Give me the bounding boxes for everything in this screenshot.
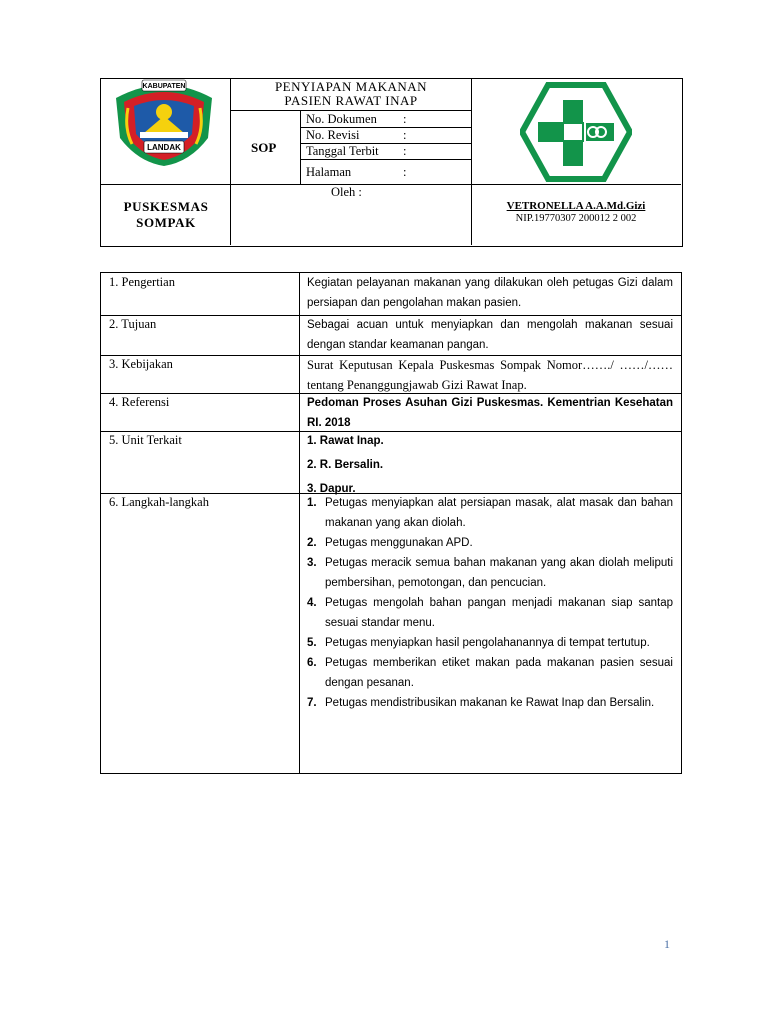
- list-item: 3. Dapur.: [307, 483, 356, 495]
- signer-nip: NIP.19770307 200012 2 002: [515, 213, 637, 224]
- title-line-2: PASIEN RAWAT INAP: [284, 93, 418, 108]
- header-rule-bottom: [100, 184, 681, 185]
- page-number: 1: [664, 937, 670, 951]
- meta-colon-2: :: [403, 128, 407, 142]
- sop-body-table: [100, 272, 682, 774]
- meta-label-no-revisi: No. Revisi: [306, 128, 360, 142]
- header-rule-title: [231, 110, 471, 111]
- row-text-kebijakan: Surat Keputusan Kepala Puskesmas Sompak Nomor……./ ……/…… tentang Penanggungjawab Gizi Rawat Inap.: [307, 358, 673, 392]
- signer-name: VETRONELLA A.A.Md.Gizi: [506, 200, 646, 212]
- list-item: 5. Petugas menyiapkan hasil pengolahanannya di tempat tertutup.: [307, 637, 650, 649]
- logo-top-text: KABUPATEN: [142, 83, 186, 90]
- row-label-kebijakan: 3. Kebijakan: [109, 357, 173, 371]
- oleh-label: Oleh :: [331, 185, 362, 199]
- row-text-tujuan: Sebagai acuan untuk menyiapkan dan mengolah makanan sesuai dengan standar keamanan pangan.: [307, 319, 673, 351]
- meta-colon-4: :: [403, 165, 407, 179]
- meta-label-tanggal-terbit: Tanggal Terbit: [306, 144, 379, 158]
- row-label-tujuan: 2. Tujuan: [109, 317, 157, 331]
- list-item: 6. Petugas memberikan etiket makan pada makanan pasien sesuai dengan pesanan.: [307, 657, 673, 689]
- list-item: 1. Rawat Inap.: [307, 435, 384, 447]
- list-item: 2. Petugas menggunakan APD.: [307, 537, 473, 549]
- row-label-pengertian: 1. Pengertian: [109, 275, 175, 289]
- row-label-referensi: 4. Referensi: [109, 395, 170, 409]
- kabupaten-landak-logo: [110, 78, 218, 168]
- list-item: 3. Petugas meracik semua bahan makanan yang akan diolah meliputi pembersihan, pemotongan, dan pencucian.: [307, 557, 673, 589]
- list-item: 4. Petugas mengolah bahan pangan menjadi makanan siap santap sesuai standar menu.: [307, 597, 673, 629]
- langkah-list: [307, 493, 673, 713]
- puskesmas-logo: [520, 82, 632, 182]
- organization-name: [102, 199, 230, 231]
- meta-label-no-dokumen: No. Dokumen: [306, 112, 377, 126]
- title-line-1: PENYIAPAN MAKANAN: [274, 79, 428, 94]
- meta-colon-1: :: [403, 112, 407, 126]
- list-item: 7. Petugas mendistribusikan makanan ke Rawat Inap dan Bersalin.: [307, 697, 655, 709]
- header-divider-3: [300, 111, 301, 184]
- sop-title: [231, 80, 471, 108]
- unit-terkait-list: [307, 429, 673, 501]
- body-column-divider: [299, 273, 300, 773]
- list-item: 1. Petugas menyiapkan alat persiapan masak, alat masak dan bahan makanan yang akan diolah.: [307, 497, 673, 529]
- logo-bottom-text: LANDAK: [147, 143, 181, 152]
- row-label-unit-terkait: 5. Unit Terkait: [109, 433, 182, 447]
- meta-colon-3: :: [403, 144, 407, 158]
- sop-label: SOP: [251, 140, 277, 155]
- org-line-1: PUSKESMAS: [123, 199, 209, 214]
- row-text-referensi: Pedoman Proses Asuhan Gizi Puskesmas. Kementrian Kesehatan RI. 2018: [307, 397, 673, 429]
- meta-label-halaman: Halaman: [306, 165, 352, 179]
- list-item: 2. R. Bersalin.: [307, 459, 384, 471]
- row-label-langkah: 6. Langkah-langkah: [109, 495, 209, 509]
- row-text-pengertian: Kegiatan pelayanan makanan yang dilakukan oleh petugas Gizi dalam persiapan dan pengolahan makan pasien.: [307, 277, 673, 309]
- header-rule-meta-3: [301, 159, 471, 160]
- org-line-2: SOMPAK: [136, 215, 196, 230]
